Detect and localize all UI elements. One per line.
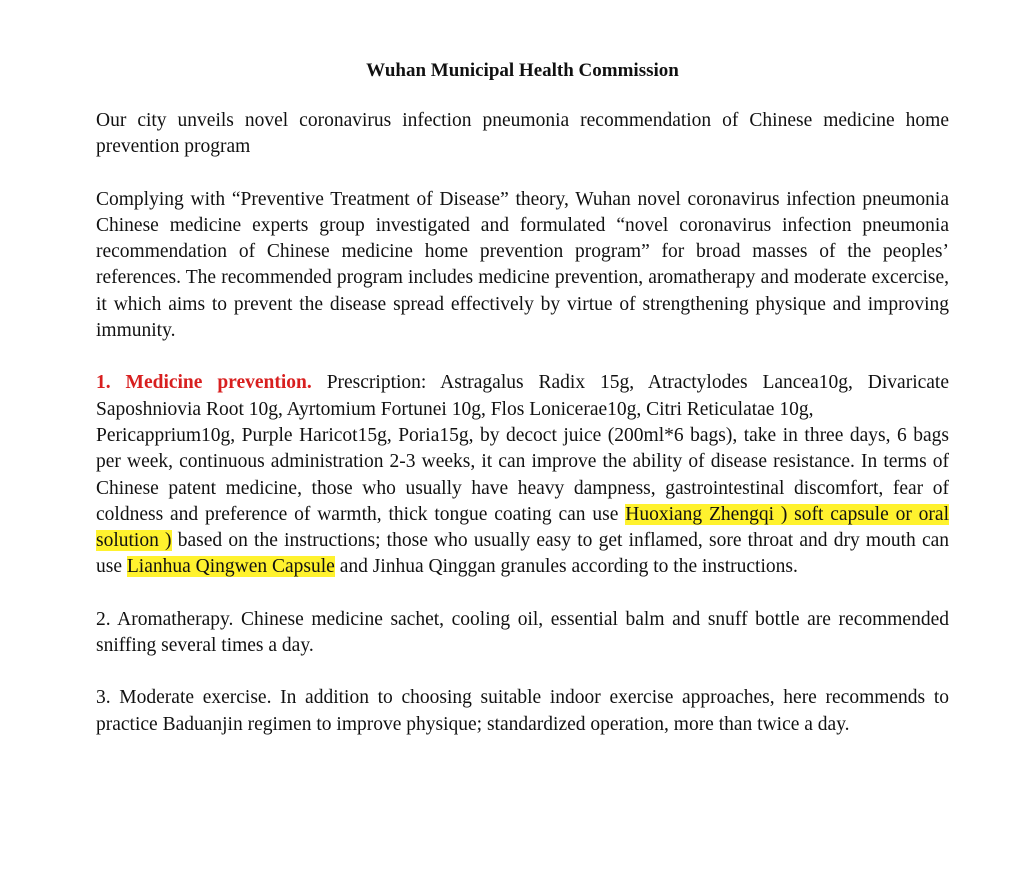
section-1-body (96, 423, 949, 581)
prescription-text: Prescription: Astragalus Radix 15g, Atractylodes Lancea10g, Divaricate Saposhniovia Root 10g, Ayrtomium Fortunei 10g, Flos Lonicerae10g, Citri Reticulatae 10g, (96, 372, 949, 420)
section-1-body-end: and Jinhua Qinggan granules according to the instructions. (334, 556, 798, 578)
section-1-body-start: Pericapprium10g, Purple Haricot15g, Poria15g, by decoct juice (200ml*6 bags), take in three days, 6 bags per week, continuous administration 2-3 weeks, it can improve the ability of disease resistance. In terms of Chinese patent medicine, those who usually have heavy dampness, gastrointestinal discomfort, fear of coldness and preference of warmth, thick tongue coating can use (96, 424, 949, 525)
document-page (96, 58, 949, 764)
section-1-heading: 1. Medicine prevention. (96, 372, 312, 394)
highlight-lianhua: Lianhua Qingwen Capsule (126, 556, 335, 578)
background-paragraph: Complying with “Preventive Treatment of Disease” theory, Wuhan novel coronavirus infection pneumonia Chinese medicine experts group investigated and formulated “novel coronavirus infection pneumonia recommendation of Chinese medicine home prevention program” for broad masses of the peoples’ references. The recommended program includes medicine prevention, aromatherapy and moderate excercise, it which aims to prevent the disease spread effectively by virtue of strengthening physique and improving immunity. (96, 188, 949, 342)
document-title: Wuhan Municipal Health Commission (366, 60, 679, 81)
section-2-aromatherapy: 2. Aromatherapy. Chinese medicine sachet, cooling oil, essential balm and snuff bottle are recommended sniffing several times a day. (96, 608, 949, 657)
intro-paragraph: Our city unveils novel coronavirus infection pneumonia recommendation of Chinese medicine home prevention program (96, 110, 949, 158)
section-3-exercise: 3. Moderate exercise. In addition to choosing suitable indoor exercise approaches, here recommends to practice Baduanjin regimen to improve physique; standardized operation, more than twice a day. (96, 687, 949, 735)
highlight-huoxiang: Huoxiang Zhengqi ) soft capsule or oral solution ) (96, 503, 950, 552)
section-1-body-mid: based on the instructions; those who usually easy to get inflamed, sore throat and dry mouth can use (96, 530, 950, 578)
section-1-prescription (96, 370, 949, 423)
